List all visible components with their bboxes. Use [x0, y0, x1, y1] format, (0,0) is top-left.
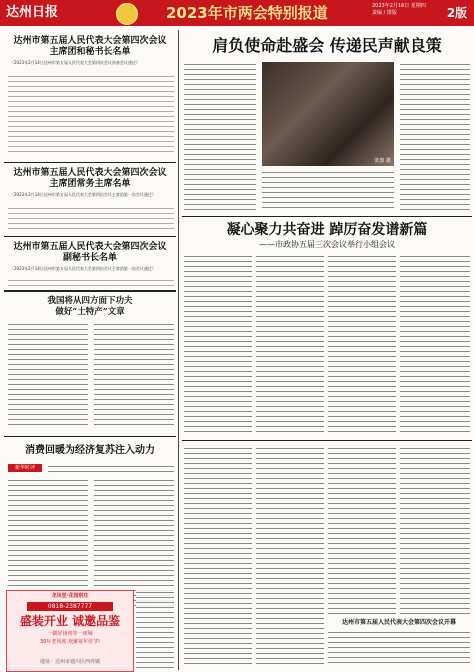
issue-date: 2023年2月16日 星期四 [372, 3, 426, 9]
ad-phone: 0818-2387777 [27, 602, 113, 611]
list1-title: 达州市第五届人民代表大会第四次会议 主席团和秘书长名单 [13, 36, 167, 57]
divider [182, 440, 472, 441]
advertisement [6, 590, 134, 672]
emblem-icon [116, 3, 138, 25]
list1-note: （2023年2月14日达州市第五届人民代表大会第四次会议预备会议通过） [10, 60, 140, 65]
article2-body-col2 [94, 478, 174, 606]
masthead: 达州日报 [6, 5, 59, 20]
divider [182, 216, 472, 217]
article2-body-tail [136, 590, 174, 670]
left-column [4, 30, 176, 670]
list2-names [8, 206, 174, 232]
list2-title: 达州市第五届人民代表大会第四次会议 主席团常务主席名单 [13, 168, 167, 189]
story1-headline: 肩负使命赴盛会 传递民声献良策 [212, 36, 442, 55]
article1-body-col2 [94, 322, 174, 428]
story3-body-col1 [184, 446, 252, 666]
article1-body-col1 [8, 322, 88, 428]
list2-note: （2023年2月14日达州市第五届人民代表大会第四次会议主席团第一次会议通过） [10, 192, 156, 197]
right-column [182, 30, 472, 670]
xinhua-commentary-tag: 新华时评 [8, 464, 42, 472]
page-number: 2版 [446, 6, 468, 20]
list1-names [8, 74, 174, 156]
story1-body-col2 [262, 170, 394, 212]
story2-body-col4 [400, 254, 470, 436]
article2-title: 消费回暖为经济复苏注入动力 [25, 445, 155, 456]
story2-headline: 凝心聚力共奋进 踔厉奋发谱新篇 [226, 222, 428, 238]
divider [4, 162, 176, 163]
story3-body-col2 [256, 446, 324, 666]
issue-editor: 责编 / 排版 [372, 10, 397, 16]
story3-lead [328, 630, 470, 666]
column-divider [178, 30, 179, 670]
story2-body-col3 [328, 254, 396, 436]
story2-body-col1 [184, 254, 252, 436]
story3-body-col4 [400, 446, 470, 614]
list3-title: 达州市第五届人民代表大会第四次会议 副秘书长名单 [13, 242, 167, 263]
list3-note: （2023年2月14日达州市第五届人民代表大会第四次会议主席团第一次会议通过） [10, 266, 156, 271]
photo-caption: 张惠 摄 [374, 158, 391, 164]
delegates-photo [262, 62, 394, 166]
divider [4, 436, 176, 437]
divider [4, 236, 176, 237]
story2-subhead: ——市政协五届三次会议举行小组会议 [259, 240, 395, 249]
story2-body-col2 [256, 254, 324, 436]
article1-title: 我国将从四方面下功夫 做好“土特产”文章 [47, 296, 133, 317]
ad-slogan: 盛装开业 诚邀品鉴 [19, 614, 121, 628]
article2-body-col1 [8, 478, 88, 606]
ad-brand: 龙凤堂·花园别庄 [51, 593, 89, 599]
ad-line1: 一隅好汤喜等一座城 [47, 631, 93, 637]
story3-body-col3 [328, 446, 396, 614]
article2-body-lead [48, 464, 174, 474]
ad-footer: 地址：达州市通川区西外镇 [39, 659, 100, 665]
ad-line2: 30年老风度,欢聚每年佳节! [40, 639, 100, 645]
special-report-banner: 2023年市两会特别报道 [166, 4, 328, 22]
story3-headline: 达州市第五届人民代表大会第四次会议开幕 [341, 619, 456, 626]
story1-body-col3 [400, 62, 470, 212]
issue-meta [372, 3, 442, 17]
story1-body-col1 [184, 62, 256, 212]
divider [4, 290, 176, 292]
list3-names [8, 278, 174, 286]
